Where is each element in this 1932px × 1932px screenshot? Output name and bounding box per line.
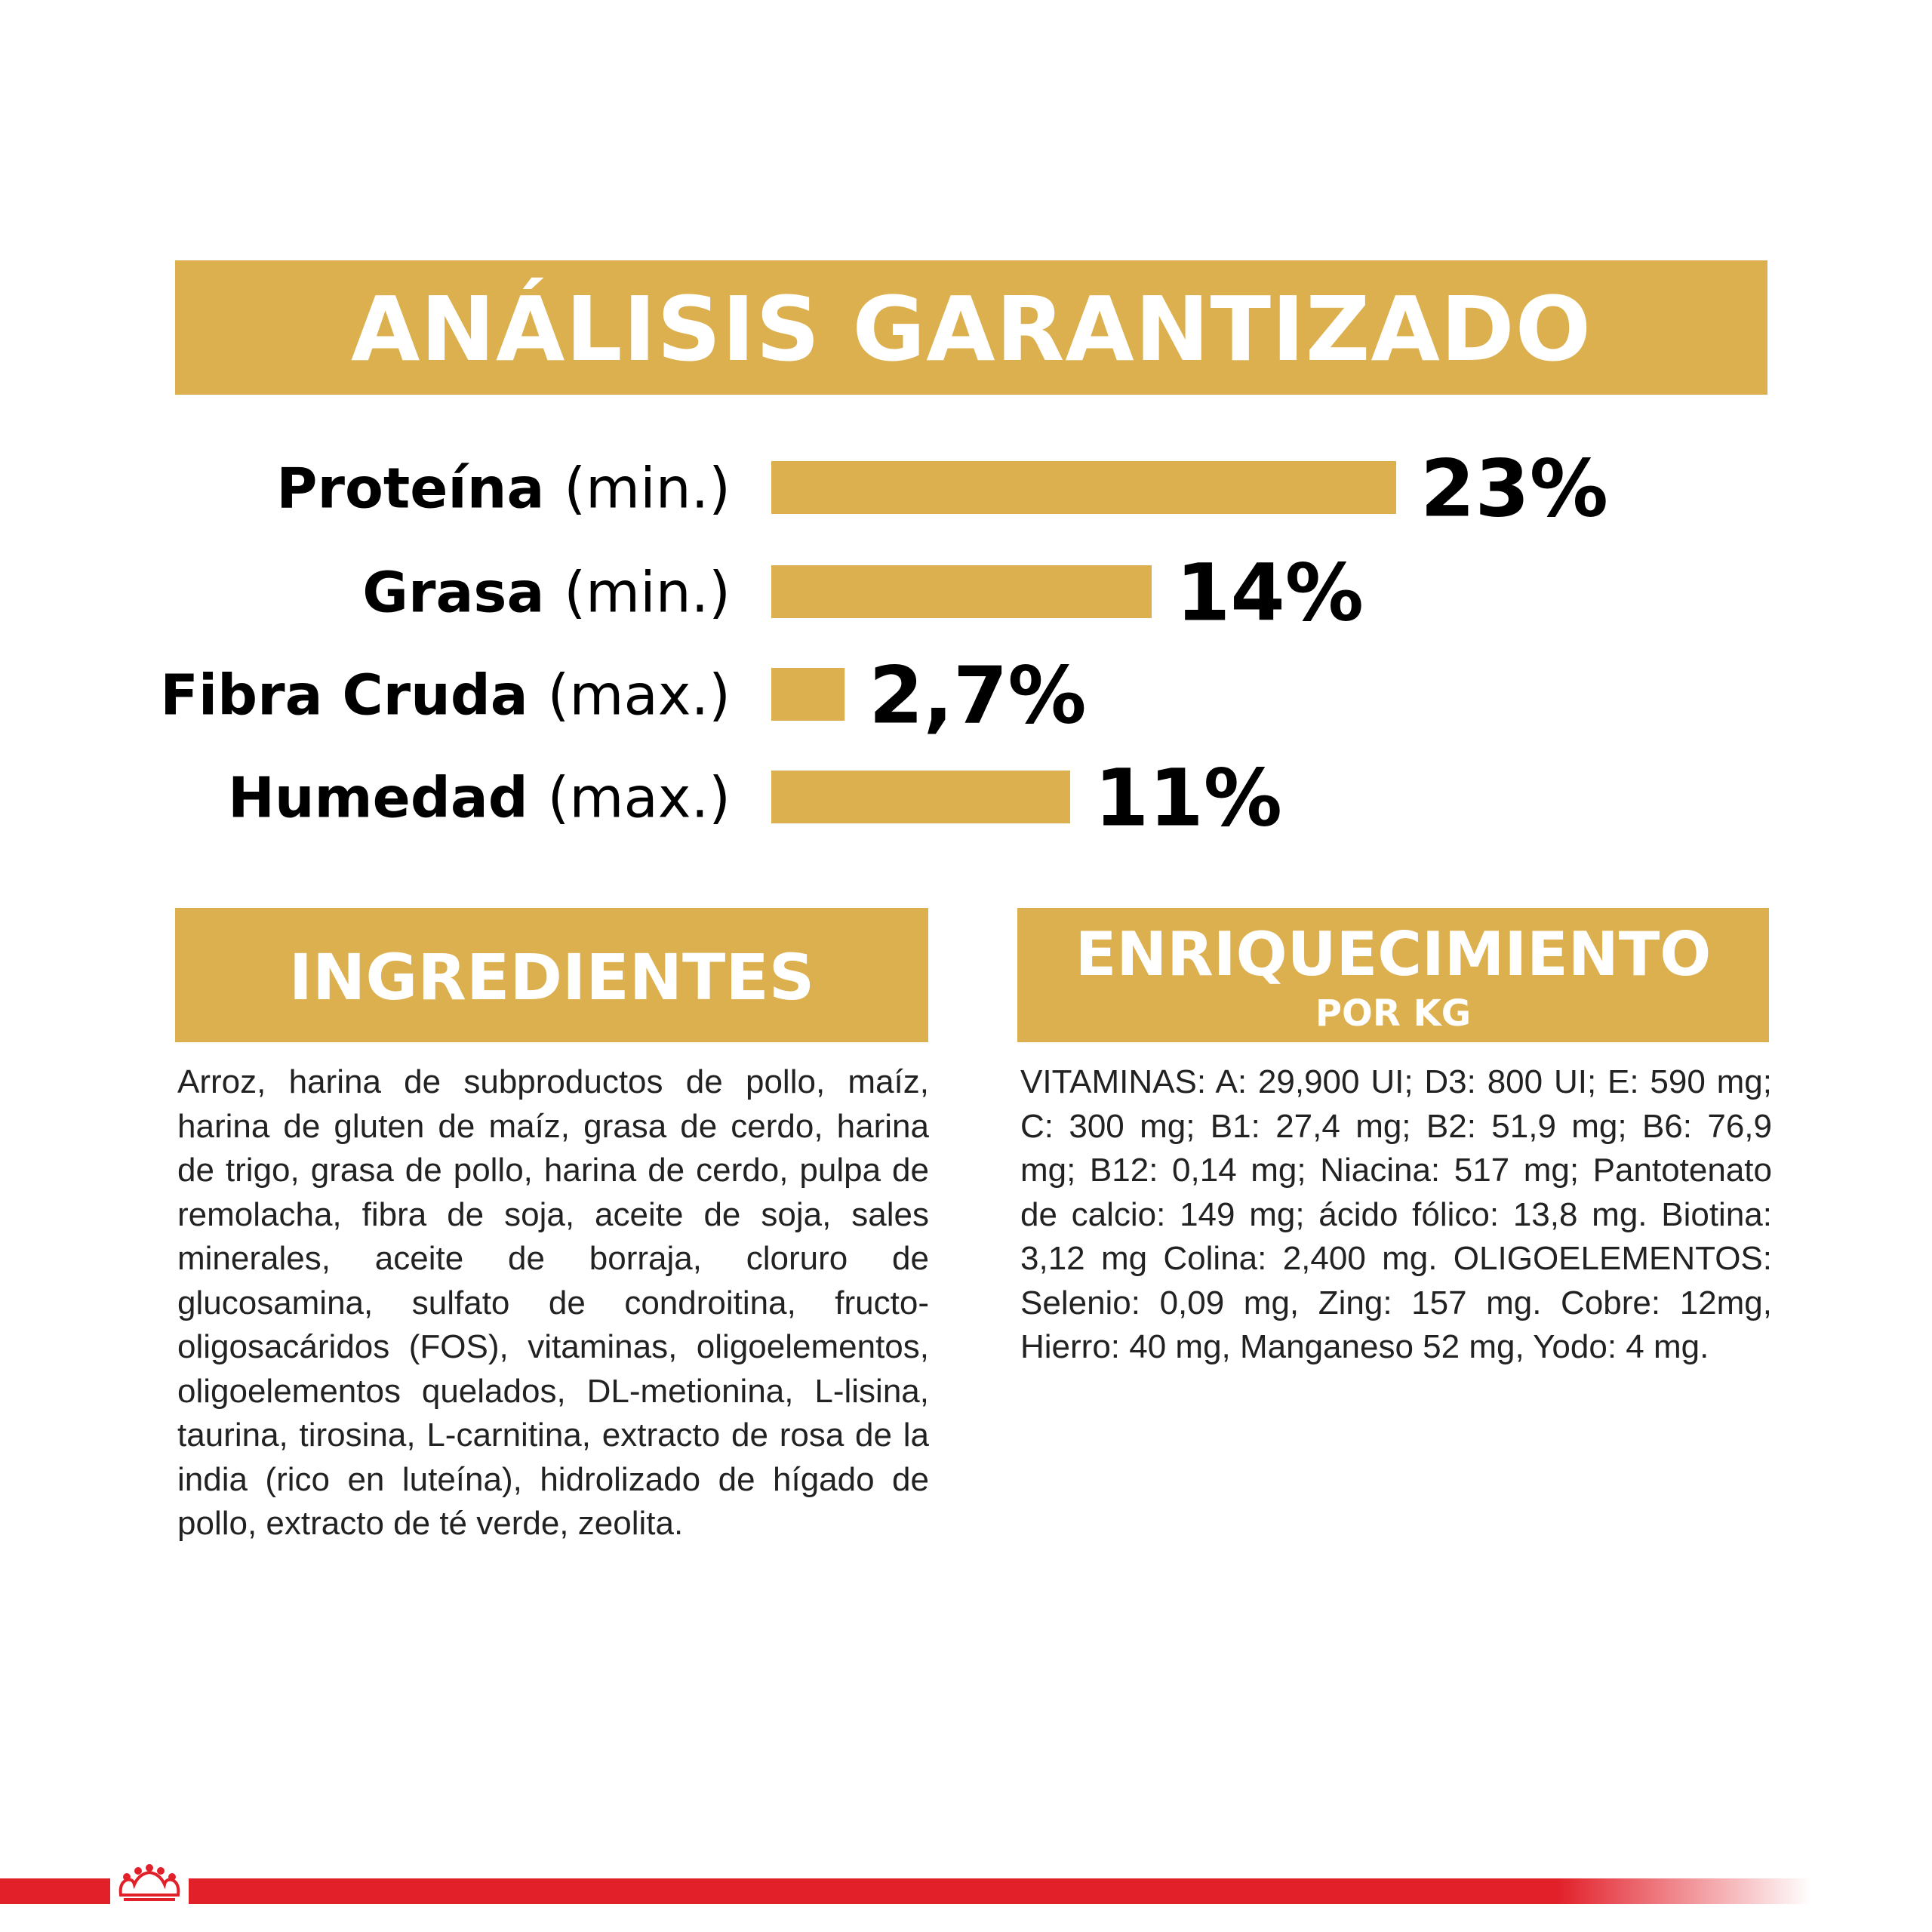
category-name: Fibra Cruda — [160, 663, 548, 728]
value-label-3: 2,7% — [869, 649, 1087, 742]
footer-brand-stripe — [0, 1862, 1932, 1907]
category-label-4 — [228, 766, 731, 831]
category-label-2 — [362, 561, 731, 626]
value-label-1: 23% — [1420, 442, 1608, 535]
value-label-4: 11% — [1094, 752, 1282, 844]
category-qualifier: (max.) — [547, 765, 731, 831]
bar-4 — [771, 771, 1070, 823]
analysis-title: ANÁLISIS GARANTIZADO — [350, 277, 1592, 381]
royal-crown-icon — [110, 1862, 189, 1907]
ingredients-text: Arroz, harina de subproductos de pollo, maíz, harina de gluten de maíz, grasa de cerdo, harina de trigo, grasa de pollo, harina de cerdo, pulpa de remolacha, fibra de soja, aceite de soja, sales minerales, aceite de borraja, cloruro de glucosamina, sulfato de condroitina, fructo-oligosacáridos (FOS), vitaminas, oligoelementos, oligoelementos quelados, DL-metionina, L-lisina, taurina, tirosina, L-carnitina, extracto de rosa de la india (rico en luteína), hidrolizado de hígado de pollo, extracto de té verde, zeolita. — [177, 1063, 929, 1542]
category-qualifier: (max.) — [547, 663, 731, 728]
category-name: Proteína — [276, 456, 565, 521]
ingredients-banner — [175, 908, 928, 1042]
enrichment-text: VITAMINAS: A: 29,900 UI; D3: 800 UI; E: 590 mg; C: 300 mg; B1: 27,4 mg; B2: 51,9 mg; B6: 76,9 mg; B12: 0,14 mg; Niacina: 517 mg; Pantotenato de calcio: 149 mg; ácido fólico: 13,8 mg. Biotina: 3,12 mg Colina: 2,400 mg. OLIGOELEMENTOS: Selenio: 0,09 mg, Zing: 157 mg. Cobre: 12mg, Hierro: 40 mg, Manganeso 52 mg, Yodo: 4 mg. — [1020, 1063, 1772, 1365]
enrichment-subtitle: POR KG — [1315, 992, 1472, 1035]
ingredients-title: INGREDIENTES — [288, 940, 815, 1014]
category-qualifier: (min.) — [564, 456, 731, 521]
bar-2 — [771, 565, 1152, 618]
bar-1 — [771, 461, 1396, 514]
category-qualifier: (min.) — [564, 560, 731, 626]
guaranteed-analysis-chart — [0, 423, 1932, 845]
bar-3 — [771, 668, 844, 721]
enrichment-banner — [1017, 908, 1769, 1042]
enrichment-title: ENRIQUECIMIENTO — [1075, 919, 1712, 989]
category-name: Humedad — [227, 765, 548, 831]
red-stripe — [0, 1878, 1811, 1904]
category-name: Grasa — [362, 560, 565, 626]
analysis-banner — [175, 260, 1767, 395]
category-label-3 — [160, 663, 731, 728]
value-label-2: 14% — [1176, 546, 1364, 639]
category-label-1 — [276, 457, 731, 521]
